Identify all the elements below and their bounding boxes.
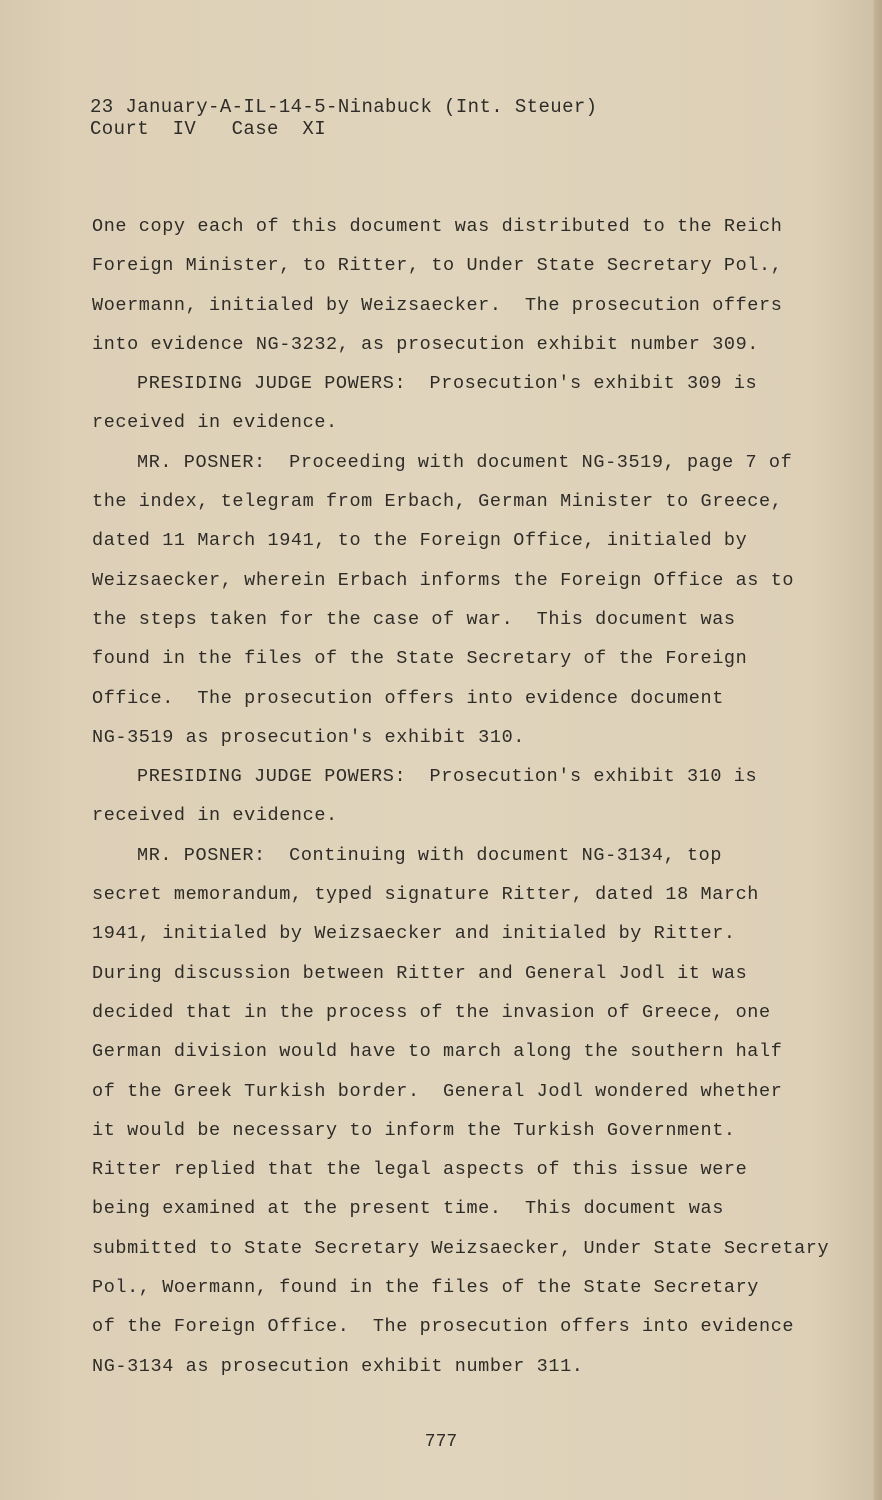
transcript-line: PRESIDING JUDGE POWERS: Prosecution's exhibit 309 is bbox=[137, 373, 758, 395]
transcript-line: into evidence NG-3232, as prosecution exhibit number 309. bbox=[92, 333, 760, 355]
header-line-court: Court IV Case XI bbox=[90, 118, 327, 140]
paper-edge bbox=[874, 0, 882, 1500]
transcript-paragraph bbox=[92, 757, 832, 836]
transcript-line: MR. POSNER: Continuing with document NG-3134, top bbox=[137, 844, 723, 866]
transcript-paragraph bbox=[92, 836, 832, 1386]
transcript-line: dated 11 March 1941, to the Foreign Office, initialed by bbox=[92, 530, 748, 552]
transcript-line: secret memorandum, typed signature Ritter, dated 18 March bbox=[92, 884, 760, 906]
transcript-line: decided that in the process of the invasion of Greece, one bbox=[92, 1001, 771, 1023]
transcript-line: PRESIDING JUDGE POWERS: Prosecution's exhibit 310 is bbox=[137, 766, 758, 788]
transcript-body bbox=[92, 207, 832, 1386]
page-number: 777 bbox=[424, 1432, 458, 1452]
transcript-line: submitted to State Secretary Weizsaecker, Under State Secretary bbox=[92, 1237, 830, 1259]
document-header bbox=[90, 96, 597, 140]
transcript-line: of the Greek Turkish border. General Jodl wondered whether bbox=[92, 1080, 783, 1102]
transcript-line: During discussion between Ritter and General Jodl it was bbox=[92, 962, 748, 984]
transcript-line: NG-3519 as prosecution's exhibit 310. bbox=[92, 726, 525, 748]
transcript-line: Foreign Minister, to Ritter, to Under State Secretary Pol., bbox=[92, 255, 783, 277]
transcript-line: found in the files of the State Secretary of the Foreign bbox=[92, 648, 748, 670]
transcript-line: the steps taken for the case of war. This document was bbox=[92, 608, 736, 630]
transcript-line: MR. POSNER: Proceeding with document NG-3519, page 7 of bbox=[137, 451, 793, 473]
transcript-paragraph bbox=[92, 364, 832, 443]
transcript-line: being examined at the present time. This document was bbox=[92, 1198, 724, 1220]
transcript-line: German division would have to march along the southern half bbox=[92, 1041, 783, 1063]
transcript-line: Weizsaecker, wherein Erbach informs the Foreign Office as to bbox=[92, 569, 795, 591]
transcript-line: received in evidence. bbox=[92, 805, 338, 827]
transcript-line: Ritter replied that the legal aspects of this issue were bbox=[92, 1159, 748, 1181]
transcript-line: 1941, initialed by Weizsaecker and initialed by Ritter. bbox=[92, 923, 736, 945]
transcript-line: of the Foreign Office. The prosecution offers into evidence bbox=[92, 1316, 795, 1338]
transcript-line: Office. The prosecution offers into evidence document bbox=[92, 687, 724, 709]
transcript-line: it would be necessary to inform the Turkish Government. bbox=[92, 1119, 736, 1141]
transcript-line: received in evidence. bbox=[92, 412, 338, 434]
transcript-line: NG-3134 as prosecution exhibit number 311. bbox=[92, 1355, 584, 1377]
transcript-line: Woermann, initialed by Weizsaecker. The prosecution offers bbox=[92, 294, 783, 316]
transcript-line: One copy each of this document was distributed to the Reich bbox=[92, 216, 783, 237]
transcript-line: the index, telegram from Erbach, German Minister to Greece, bbox=[92, 491, 783, 513]
transcript-paragraph bbox=[92, 443, 832, 757]
header-line-case-id: 23 January-A-IL-14-5-Ninabuck (Int. Steuer) bbox=[90, 96, 598, 118]
transcript-paragraph bbox=[92, 207, 832, 364]
transcript-line: Pol., Woermann, found in the files of the State Secretary bbox=[92, 1277, 760, 1299]
